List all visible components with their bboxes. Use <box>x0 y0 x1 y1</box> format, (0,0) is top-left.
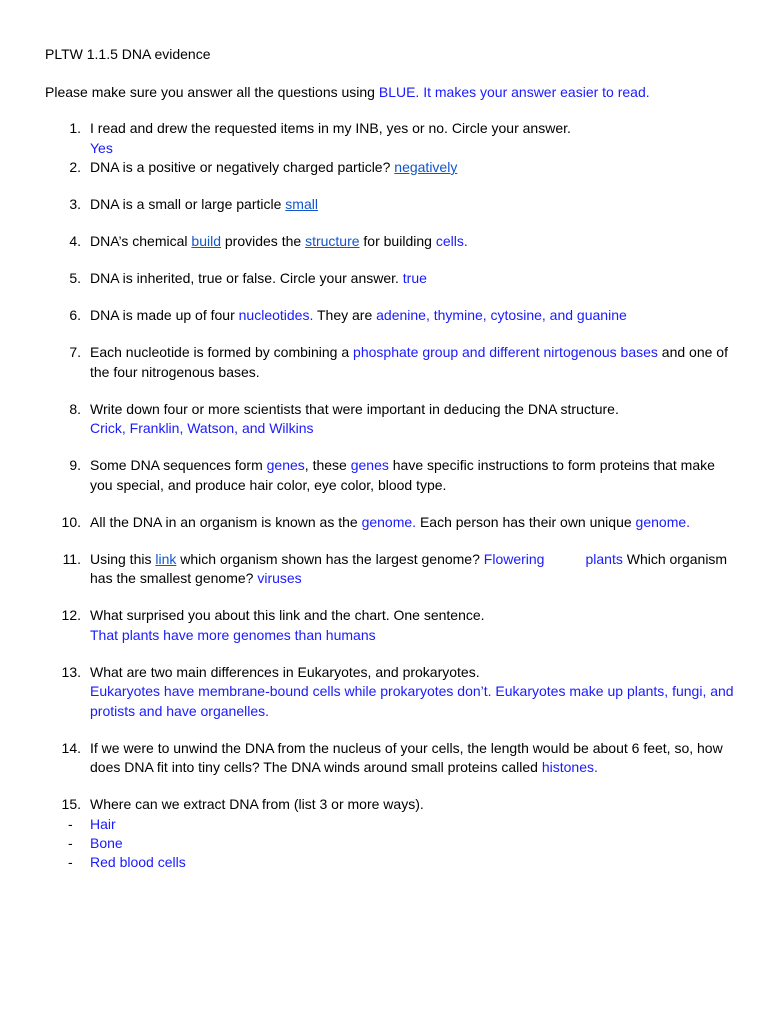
question-text: DNA is made up of four <box>90 307 239 323</box>
question-number: 3. <box>69 196 81 212</box>
question-13 <box>45 663 735 722</box>
answer-text: Flowering <box>483 550 545 567</box>
spacer <box>45 721 735 739</box>
question-11 <box>45 550 735 589</box>
spacer <box>45 495 735 513</box>
question-15 <box>45 795 735 815</box>
question-8 <box>45 400 735 439</box>
question-text: have specific instructions to form proteins that make you special, and produce hair color, eye color, blood type. <box>90 457 715 493</box>
answer-text: genome. <box>635 513 691 530</box>
question-text: Where can we extract DNA from (list 3 or more ways). <box>90 796 424 812</box>
question-text: Each nucleotide is formed by combining a <box>90 344 354 360</box>
answer-text: genes <box>350 457 389 473</box>
answer-link-structure[interactable]: structure <box>305 233 360 249</box>
question-number: 5. <box>69 270 81 286</box>
document-title: PLTW 1.1.5 DNA evidence <box>45 46 211 62</box>
question-text: DNA is a small or large particle <box>90 196 286 212</box>
document-page <box>45 44 735 872</box>
list-item-text: Red blood cells <box>90 853 186 870</box>
dash-marker: - <box>68 853 73 870</box>
answer-link[interactable]: negatively <box>394 159 458 175</box>
question-9 <box>45 456 735 495</box>
question-text: If we were to unwind the DNA from the nucleus of your cells, the length would be about 6 feet, so, how does DNA fit into tiny cells? The DNA winds around small proteins called <box>90 739 723 775</box>
list-item-text: Bone <box>90 834 123 851</box>
question-4 <box>45 232 735 252</box>
question-text: What surprised you about this link and the chart. One sentence. <box>90 607 485 623</box>
question-14 <box>45 739 735 778</box>
spacer <box>45 252 735 270</box>
question-text: for building <box>359 233 436 249</box>
spacer <box>45 289 735 307</box>
question-text: I read and drew the requested items in my INB, yes or no. Circle your answer. <box>90 120 571 136</box>
intro-blue-text: BLUE. It makes your answer easier to read. <box>378 84 650 100</box>
question-2 <box>45 158 735 178</box>
question-text: and one of the four nitrogenous bases. <box>90 344 728 380</box>
question-text: They are <box>313 307 377 323</box>
answer-text: plants <box>585 550 623 567</box>
genome-link[interactable]: link <box>155 550 177 567</box>
answer-text: genome. <box>361 513 417 530</box>
question-text: DNA is inherited, true or false. Circle your answer. <box>90 270 403 286</box>
question-7 <box>45 343 735 382</box>
spacer <box>45 178 735 196</box>
answer-text: genes <box>266 457 305 473</box>
answer-text: Eukaryotes have membrane-bound cells while prokaryotes don’t. Eukaryotes make up plants, fungi, and protists and have organelles. <box>90 683 734 719</box>
question-number: 15. <box>61 796 81 812</box>
answer-text: adenine, thymine, cytosine, and guanine <box>376 307 627 323</box>
answer-link[interactable]: small <box>285 196 318 212</box>
question-number: 8. <box>69 400 81 417</box>
dash-marker: - <box>68 815 73 832</box>
question-10 <box>45 513 735 533</box>
list-item <box>45 853 735 872</box>
dash-marker: - <box>68 834 73 851</box>
question-number: 2. <box>69 159 81 175</box>
extraction-list <box>45 815 735 872</box>
question-12 <box>45 606 735 645</box>
answer-text: histones. <box>541 759 598 775</box>
answer-text: Crick, Franklin, Watson, and Wilkins <box>90 420 314 436</box>
question-1 <box>45 119 735 158</box>
answer-link-build[interactable]: build <box>191 233 221 249</box>
spacer <box>45 532 735 550</box>
question-text: provides the <box>221 233 306 249</box>
question-text: , these <box>304 457 351 473</box>
question-text: What are two main differences in Eukaryotes, and prokaryotes. <box>90 663 480 680</box>
question-number: 7. <box>69 344 81 360</box>
question-5 <box>45 269 735 289</box>
question-text: DNA’s chemical <box>90 233 192 249</box>
spacer <box>45 382 735 400</box>
question-text: Some DNA sequences form <box>90 457 267 473</box>
answer-text: Yes <box>90 139 113 156</box>
intro-text: Please make sure you answer all the questions using <box>45 84 379 100</box>
spacer <box>45 215 735 233</box>
answer-text: That plants have more genomes than humans <box>90 626 376 643</box>
spacer <box>45 778 735 796</box>
question-text: Write down four or more scientists that were important in deducing the DNA structure. <box>90 400 619 417</box>
answer-text: viruses <box>257 570 302 586</box>
question-number: 6. <box>69 307 81 323</box>
list-item <box>45 834 735 853</box>
spacer <box>45 439 735 457</box>
question-text: Using this <box>90 550 156 567</box>
answer-text: true <box>402 270 427 286</box>
answer-text: nucleotides. <box>238 307 314 323</box>
question-number: 13. <box>61 663 81 680</box>
question-number: 12. <box>61 607 81 623</box>
question-number: 14. <box>61 739 81 756</box>
spacer <box>45 645 735 663</box>
list-item-text: Hair <box>90 815 116 832</box>
answer-text: phosphate group and different nirtogenous bases <box>353 344 658 360</box>
question-text: Each person has their own unique <box>416 513 636 530</box>
question-number: 4. <box>69 233 81 249</box>
question-number: 1. <box>69 120 81 136</box>
list-item <box>45 815 735 834</box>
question-3 <box>45 195 735 215</box>
question-number: 11. <box>62 550 81 567</box>
question-text: DNA is a positive or negatively charged particle? <box>90 159 395 175</box>
spacer <box>45 326 735 344</box>
spacer <box>45 589 735 607</box>
question-number: 9. <box>69 457 81 473</box>
intro-paragraph <box>45 82 735 102</box>
answer-text: cells. <box>435 233 468 249</box>
question-text: Which organism has the smallest genome? <box>90 550 728 586</box>
question-text: which organism shown has the largest genome? <box>176 550 484 567</box>
question-list <box>45 119 735 815</box>
question-text: All the DNA in an organism is known as the <box>90 513 362 530</box>
question-number: 10. <box>61 513 81 530</box>
question-6 <box>45 306 735 326</box>
